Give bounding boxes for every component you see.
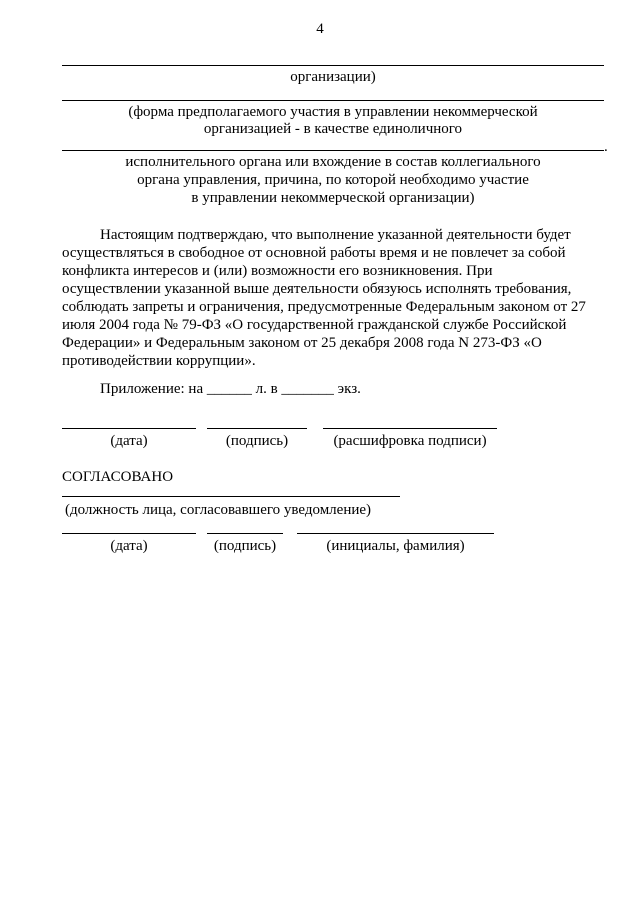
form-text-organization: организации) xyxy=(290,69,376,85)
approval-signature-blank-line xyxy=(207,533,283,534)
confirmation-line: Настоящим подтверждаю, что выполнение указанной деятельности будет xyxy=(100,227,571,243)
position-blank-line xyxy=(62,496,400,497)
confirmation-line: противодействии коррупции». xyxy=(62,353,256,369)
signature-caption: (подпись) xyxy=(225,433,289,449)
date-blank-line xyxy=(62,428,196,429)
blank-line-2 xyxy=(62,100,604,101)
decoding-blank-line xyxy=(323,428,497,429)
blank-line-3 xyxy=(62,150,604,151)
form-period: . xyxy=(604,139,608,155)
approval-signature-caption: (подпись) xyxy=(213,538,277,554)
confirmation-paragraph xyxy=(62,226,607,370)
confirmation-line: соблюдать запреты и ограничения, предусмотренные Федеральным законом от 27 xyxy=(62,299,586,315)
date-caption: (дата) xyxy=(110,433,148,449)
approval-initials-caption: (инициалы, фамилия) xyxy=(326,538,465,554)
approval-date-blank-line xyxy=(62,533,196,534)
confirmation-line: конфликта интересов и (или) возможности его возникновения. При xyxy=(62,263,493,279)
confirmation-line: Федерации» и Федеральным законом от 25 декабря 2008 года N 273-ФЗ «О xyxy=(62,335,542,351)
attachment-text: Приложение: на ______ л. в _______ экз. xyxy=(100,381,361,397)
signature-blank-line xyxy=(207,428,307,429)
page-number: 4 xyxy=(316,21,324,37)
approval-initials-blank-line xyxy=(297,533,494,534)
position-caption: (должность лица, согласовавшего уведомление) xyxy=(65,502,372,518)
approval-date-caption: (дата) xyxy=(110,538,148,554)
decoding-caption: (расшифровка подписи) xyxy=(333,433,487,449)
blank-line-1 xyxy=(62,65,604,66)
form-text-reason: органа управления, причина, по которой необходимо участие xyxy=(137,172,529,188)
form-text-participation: (форма предполагаемого участия в управлении некоммерческой xyxy=(128,104,538,120)
form-text-sole: организацией - в качестве единоличного xyxy=(203,121,463,137)
confirmation-line: июля 2004 года № 79-ФЗ «О государственной гражданской службе Российской xyxy=(62,317,567,333)
confirmation-line: осуществлении указанной выше деятельности обязуюсь исполнять требования, xyxy=(62,281,572,297)
approval-heading: СОГЛАСОВАНО xyxy=(62,469,174,485)
confirmation-line: осуществляться в свободное от основной работы время и не повлечет за собой xyxy=(62,245,566,261)
form-text-management: в управлении некоммерческой организации) xyxy=(191,190,475,206)
form-text-executive: исполнительного органа или вхождение в состав коллегиального xyxy=(125,154,541,170)
